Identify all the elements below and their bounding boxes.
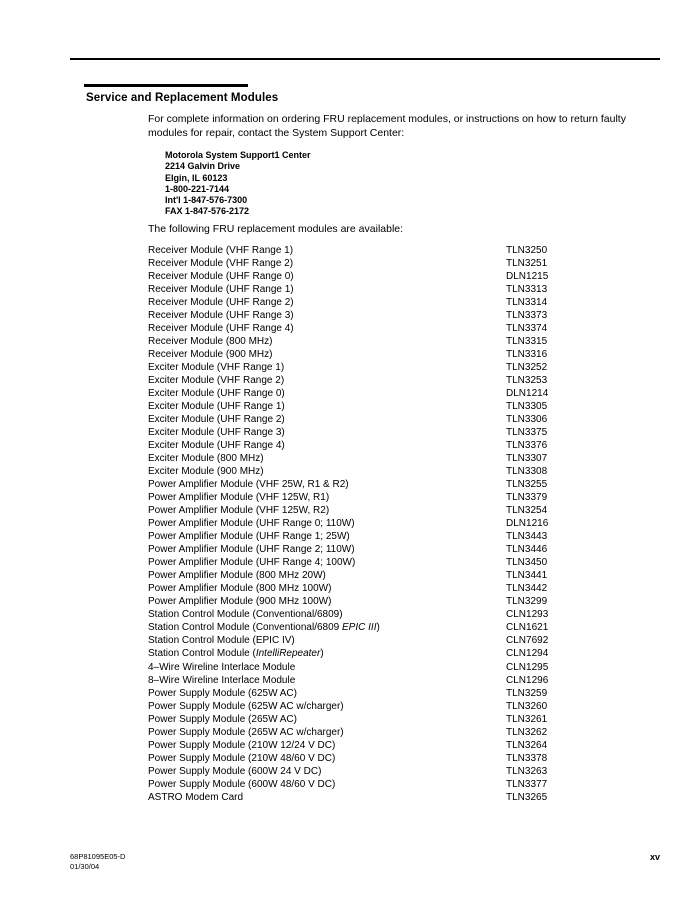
module-part-number: DLN1216 — [506, 518, 549, 530]
module-part-number: TLN3375 — [506, 427, 548, 439]
module-part-number: TLN3250 — [506, 245, 548, 256]
module-part-number: TLN3299 — [506, 596, 548, 608]
module-name: Exciter Module (800 MHz) — [148, 453, 264, 465]
module-name: Exciter Module (UHF Range 4) — [148, 440, 285, 452]
module-row — [148, 687, 648, 700]
module-part-number: CLN1296 — [506, 674, 549, 686]
module-name: Exciter Module (UHF Range 2) — [148, 414, 285, 426]
module-part-number: TLN3443 — [506, 531, 548, 543]
module-part-number: TLN3376 — [506, 440, 548, 452]
module-part-number: TLN3251 — [506, 258, 548, 270]
page-title: Service and Replacement Modules — [86, 92, 279, 104]
module-name: Receiver Module (VHF Range 1) — [148, 245, 294, 256]
module-part-number: TLN3316 — [506, 349, 548, 361]
module-part-number: DLN1214 — [506, 388, 549, 400]
module-part-number: CLN1294 — [506, 648, 549, 660]
module-row — [148, 647, 648, 660]
footer-date: 01/30/04 — [70, 861, 100, 871]
module-part-number: TLN3308 — [506, 466, 548, 478]
module-part-number: TLN3259 — [506, 687, 548, 699]
module-name: Receiver Module (UHF Range 1) — [148, 284, 294, 296]
module-name: Power Supply Module (625W AC) — [148, 687, 297, 699]
module-row — [148, 752, 648, 765]
module-row — [148, 674, 648, 687]
module-part-number: CLN1621 — [506, 622, 549, 634]
header-rule — [70, 58, 660, 60]
module-part-number: TLN3262 — [506, 726, 548, 738]
module-part-number: TLN3254 — [506, 505, 548, 517]
module-name: Power Amplifier Module (VHF 25W, R1 & R2) — [148, 479, 349, 491]
module-row — [148, 270, 648, 283]
section-title-rule — [84, 84, 248, 87]
module-row — [148, 661, 648, 674]
module-name: Power Supply Module (600W 24 V DC) — [148, 765, 322, 777]
module-row — [148, 713, 648, 726]
module-part-number: TLN3261 — [506, 713, 548, 725]
module-name: 4–Wire Wireline Interlace Module — [148, 661, 296, 673]
module-row — [148, 400, 648, 413]
module-name: Power Supply Module (625W AC w/charger) — [148, 700, 344, 712]
module-part-number: TLN3255 — [506, 479, 548, 491]
module-name: Power Supply Module (265W AC) — [148, 713, 297, 725]
module-row — [148, 244, 648, 257]
module-part-number: DLN1215 — [506, 271, 549, 283]
module-name: Receiver Module (UHF Range 3) — [148, 310, 294, 322]
module-name: Power Supply Module (600W 48/60 V DC) — [148, 778, 336, 790]
module-row — [148, 543, 648, 556]
module-row — [148, 608, 648, 621]
module-name: Station Control Module (EPIC IV) — [148, 635, 295, 647]
module-row — [148, 413, 648, 426]
footer-doc-number: 68P81095E05-D — [70, 852, 126, 861]
module-row — [148, 634, 648, 647]
module-row — [148, 361, 648, 374]
module-part-number: CLN7692 — [506, 635, 549, 647]
module-name: Power Amplifier Module (800 MHz 20W) — [148, 570, 326, 582]
module-name: Power Amplifier Module (UHF Range 0; 110W) — [148, 518, 355, 530]
module-name: Power Supply Module (265W AC w/charger) — [148, 726, 344, 738]
module-row — [148, 504, 648, 517]
module-part-number: TLN3378 — [506, 752, 548, 764]
address-line-3: Elgin, IL 60123 — [165, 172, 228, 183]
fru-module-list — [148, 244, 648, 804]
page-number: xv — [649, 852, 660, 862]
module-part-number: TLN3265 — [506, 791, 548, 803]
address-fax: FAX 1-847-576-2172 — [165, 206, 250, 217]
module-part-number: TLN3450 — [506, 557, 548, 569]
module-part-number: CLN1293 — [506, 609, 549, 621]
module-part-number: TLN3263 — [506, 765, 548, 777]
module-part-number: TLN3306 — [506, 414, 548, 426]
footer-left — [70, 852, 125, 871]
module-name: Receiver Module (VHF Range 2) — [148, 258, 294, 270]
module-row — [148, 322, 648, 335]
module-row — [148, 296, 648, 309]
module-row — [148, 530, 648, 543]
module-name: Exciter Module (UHF Range 1) — [148, 401, 285, 413]
module-row — [148, 700, 648, 713]
module-name: Power Amplifier Module (800 MHz 100W) — [148, 583, 332, 595]
module-name: Receiver Module (UHF Range 0) — [148, 271, 294, 283]
module-name: Power Amplifier Module (UHF Range 1; 25W) — [148, 531, 350, 543]
module-part-number: TLN3253 — [506, 375, 548, 387]
module-name: Exciter Module (UHF Range 0) — [148, 388, 285, 400]
module-part-number: TLN3377 — [506, 778, 548, 790]
module-part-number: TLN3313 — [506, 284, 548, 296]
module-row — [148, 439, 648, 452]
module-part-number: TLN3446 — [506, 544, 548, 556]
module-part-number: TLN3252 — [506, 362, 548, 374]
module-row — [148, 465, 648, 478]
module-row — [148, 778, 648, 791]
module-row — [148, 374, 648, 387]
module-name: Power Amplifier Module (UHF Range 4; 100W) — [148, 557, 356, 569]
module-name: Exciter Module (900 MHz) — [148, 466, 264, 478]
module-name: Power Amplifier Module (900 MHz 100W) — [148, 596, 332, 608]
address-intl-phone: Int'l 1-847-576-7300 — [165, 195, 248, 206]
module-row — [148, 791, 648, 804]
module-row — [148, 556, 648, 569]
module-part-number: TLN3379 — [506, 492, 548, 504]
module-row — [148, 491, 648, 504]
module-name: 8–Wire Wireline Interlace Module — [148, 674, 296, 686]
module-name: Station Control Module (IntelliRepeater) — [148, 648, 324, 660]
module-part-number: TLN3442 — [506, 583, 548, 595]
module-row — [148, 309, 648, 322]
module-row — [148, 426, 648, 439]
module-name: Exciter Module (VHF Range 2) — [148, 375, 285, 387]
support-center-address — [165, 150, 311, 218]
module-row — [148, 569, 648, 582]
module-name: Exciter Module (UHF Range 3) — [148, 427, 285, 439]
module-row — [148, 595, 648, 608]
module-row — [148, 283, 648, 296]
module-part-number: TLN3305 — [506, 401, 548, 413]
module-name-emphasis: EPIC III — [342, 622, 377, 634]
module-name: ASTRO Modem Card — [148, 791, 244, 803]
module-name: Receiver Module (900 MHz) — [148, 349, 273, 361]
address-line-1: Motorola System Support1 Center — [165, 150, 311, 160]
module-part-number: TLN3374 — [506, 323, 548, 335]
intro-paragraph: For complete information on ordering FRU replacement modules, or instructions on how to return faulty modules for repair, contact the System Support Center: — [148, 113, 626, 139]
module-name: Power Amplifier Module (VHF 125W, R2) — [148, 505, 330, 517]
module-part-number: TLN3264 — [506, 739, 548, 751]
availability-note: The following FRU replacement modules are available: — [148, 223, 404, 235]
module-row — [148, 726, 648, 739]
module-part-number: TLN3373 — [506, 310, 548, 322]
module-row — [148, 387, 648, 400]
module-name: Receiver Module (800 MHz) — [148, 336, 273, 348]
module-part-number: TLN3441 — [506, 570, 548, 582]
module-name: Power Amplifier Module (UHF Range 2; 110W) — [148, 544, 355, 556]
module-row — [148, 478, 648, 491]
module-part-number: TLN3315 — [506, 336, 548, 348]
module-row — [148, 257, 648, 270]
module-name: Receiver Module (UHF Range 2) — [148, 297, 294, 309]
module-row — [148, 739, 648, 752]
module-part-number: TLN3307 — [506, 453, 548, 465]
module-row — [148, 621, 648, 634]
address-line-2: 2214 Galvin Drive — [165, 161, 241, 172]
module-name: Power Supply Module (210W 48/60 V DC) — [148, 752, 336, 764]
module-row — [148, 765, 648, 778]
module-name: Station Control Module (Conventional/6809) — [148, 609, 343, 621]
module-part-number: TLN3260 — [506, 700, 548, 712]
module-row — [148, 452, 648, 465]
module-row — [148, 335, 648, 348]
address-phone: 1-800-221-7144 — [165, 183, 230, 194]
module-name: Power Supply Module (210W 12/24 V DC) — [148, 739, 336, 751]
module-name: Receiver Module (UHF Range 4) — [148, 323, 294, 335]
module-part-number: CLN1295 — [506, 661, 549, 673]
module-part-number: TLN3314 — [506, 297, 548, 309]
module-name: Power Amplifier Module (VHF 125W, R1) — [148, 492, 330, 504]
module-name: Station Control Module (Conventional/6809 EPIC III) — [148, 622, 380, 634]
module-name-emphasis: IntelliRepeater — [255, 648, 321, 660]
module-name: Exciter Module (VHF Range 1) — [148, 362, 285, 374]
module-row — [148, 517, 648, 530]
module-row — [148, 582, 648, 595]
module-row — [148, 348, 648, 361]
